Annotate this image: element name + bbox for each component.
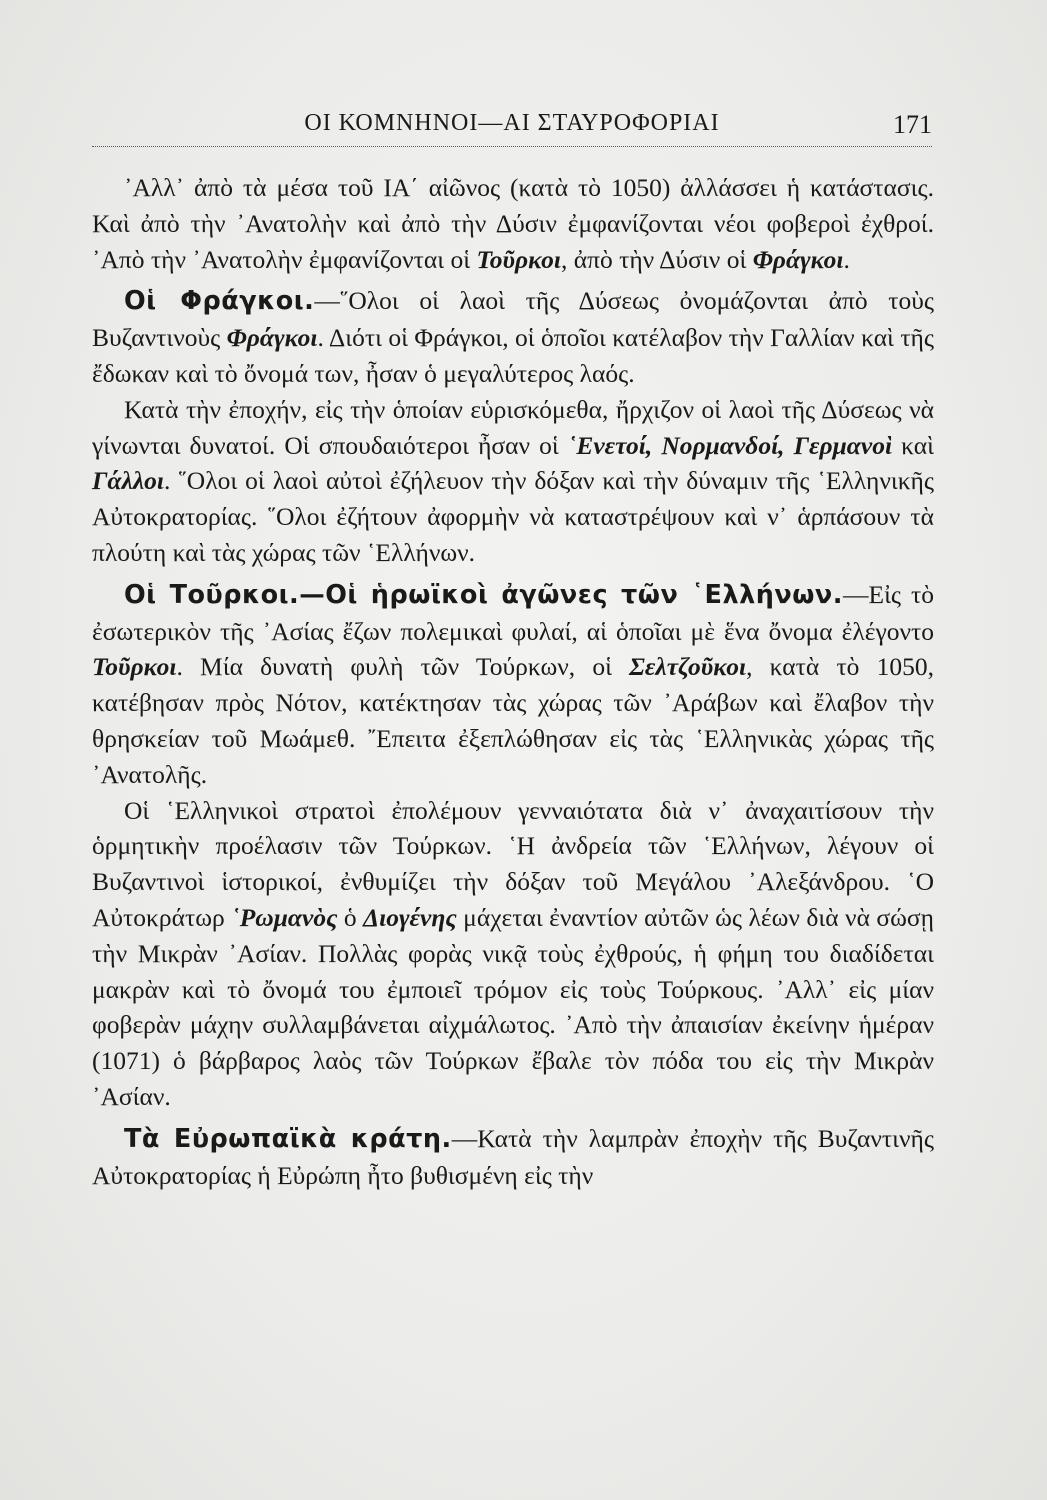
name-turks: Τοῦρκοι xyxy=(476,244,561,274)
name-western-peoples: ῾Ενετοί, Νορμανδοί, Γερμανοὶ xyxy=(567,430,893,460)
paragraph-european-states xyxy=(92,1121,934,1194)
name-gauls: Γάλλοι xyxy=(92,466,164,496)
text-run: ᾿Αλλ᾿ ἀπὸ τὰ μέσα τοῦ ΙΑ΄ αἰῶνος (κατὰ τὸ 1050) ἀλλάσσει ἡ κατάστασις. Καὶ ἀπὸ τὴν ᾿Ανατολὴν καὶ ἀπὸ τὴν Δύσιν ἐμφανίζονται νέοι φοβεροὶ ἐχθροί. ᾿Απὸ τὴν ᾿Ανατολὴν ἐμφανίζονται οἱ xyxy=(92,173,934,274)
section-heading-franks: Οἱ Φράγκοι. xyxy=(124,286,315,317)
text-run: καὶ xyxy=(892,430,934,460)
text-run: , ἀπὸ τὴν Δύσιν οἱ xyxy=(560,244,753,274)
paragraph-intro xyxy=(92,170,934,277)
text-run: —῞Ολοι οἱ λαοὶ τῆς Δύσεως ὀνομάζονται ἀπὸ τοὺς Βυζαντινοὺς xyxy=(92,286,934,353)
text-run: μάχεται ἐναντίον αὐτῶν ὡς λέων διὰ νὰ σώσῃ τὴν Μικρὰν ᾿Ασίαν. Πολλὰς φορὰς νικᾷ τοὺς ἐχθρούς, ἡ φήμη του διαδίδεται μακρὰν καὶ τὸ ὄνομά του ἐμποιεῖ τρόμον εἰς τοὺς Τούρκους. ᾿Αλλ᾿ εἰς μίαν φοβερὰν μάχην συλλαμβάνεται αἰχμάλωτος. ᾿Απὸ τὴν ἀπαισίαν ἐκείνην ἡμέραν (1071) ὁ βάρβαρος λαὸς τῶν Τούρκων ἔβαλε τὸν πόδα του εἰς τὴν Μικρὰν ᾿Ασίαν. xyxy=(92,902,935,1111)
name-turks: Τοῦρκοι xyxy=(92,652,177,682)
text-run: Κατὰ τὴν ἐποχήν, εἰς τὴν ὁποίαν εὑρισκόμεθα, ἤρχιζον οἱ λαοὶ τῆς Δύσεως νὰ γίνωνται δυνατοί. Οἱ σπουδαιότεροι ἦσαν οἱ xyxy=(92,394,934,460)
text-run: —Κατὰ τὴν λαμπρὰν ἐποχὴν τῆς Βυζαντινῆς Αὐτοκρατορίας ἡ Εὐρώπη ἦτο βυθισμένη εἰς τὴν xyxy=(92,1123,934,1190)
paragraph-franks xyxy=(92,283,934,391)
text-run: —Εἰς τὸ ἐσωτερικὸν τῆς ᾿Ασίας ἔζων πολεμικαὶ φυλαί, αἱ ὁποῖαι μὲ ἕνα ὄνομα ἐλέγοντο xyxy=(92,579,934,646)
text-run: ὁ xyxy=(337,902,364,932)
name-franks: Φράγκοι xyxy=(752,244,844,274)
section-heading-european-states: Τὰ Εὐρωπαϊκὰ κράτη. xyxy=(124,1123,452,1154)
paragraph-greek-armies xyxy=(92,793,934,1115)
text-run: . Μία δυνατὴ φυλὴ τῶν Τούρκων, οἱ xyxy=(176,652,630,682)
text-run: . Διότι οἱ Φράγκοι, οἱ ὁποῖοι κατέλαβον τὴν Γαλλίαν καὶ τῆς ἔδωκαν καὶ τὸ ὄνομά των, ἦσαν ὁ μεγαλύτερος λαός. xyxy=(92,323,934,388)
name-romanos: ῾Ρωμανὸς xyxy=(231,902,338,932)
paragraph-turks xyxy=(92,577,934,793)
name-franks: Φράγκοι xyxy=(226,323,318,353)
section-heading-turks: Οἱ Τοῦρκοι.—Οἱ ἡρωϊκοὶ ἀγῶνες τῶν ῾Ελλήνων. xyxy=(124,579,843,610)
name-diogenes: Διογένης xyxy=(363,902,457,932)
page-header xyxy=(92,106,932,147)
page-number: 171 xyxy=(893,110,932,139)
paragraph-western-peoples xyxy=(92,392,934,571)
text-run: . ῞Ολοι οἱ λαοὶ αὐτοὶ ἐζήλευον τὴν δόξαν καὶ τὴν δύναμιν τῆς ῾Ελληνικῆς Αὐτοκρατορίας. ῞Ολοι ἐζήτουν ἀφορμὴν νὰ καταστρέψουν καὶ ν᾿ ἁρπάσουν τὰ πλούτη καὶ τὰς χώρας τῶν ῾Ελλήνων. xyxy=(92,466,934,567)
running-head: ΟΙ ΚΟΜΝΗΝΟΙ—ΑΙ ΣΤΑΥΡΟΦΟΡΙΑΙ xyxy=(304,110,720,136)
name-seljuks: Σελτζοῦκοι xyxy=(629,652,747,682)
text-run: Οἱ ῾Ελληνικοὶ στρατοὶ ἐπολέμουν γενναιότατα διὰ ν᾿ ἀναχαιτίσουν τὴν ὁρμητικὴν προέλασιν τῶν Τούρκων. ῾Η ἀνδρεία τῶν ῾Ελλήνων, λέγουν οἱ Βυζαντινοὶ ἱστορικοί, ἐνθυμίζει τὴν δόξαν τοῦ Μεγάλου ᾿Αλεξάνδρου. ῾Ο Αὐτοκράτωρ xyxy=(92,795,934,932)
text-run: , κατὰ τὸ 1050, κατέβησαν πρὸς Νότον, κατέκτησαν τὰς χώρας τῶν ᾿Αράβων καὶ ἔλαβον τὴν θρησκείαν τοῦ Μωάμεθ. ῎Επειτα ἐξεπλώθησαν εἰς τὰς ῾Ελληνικὰς χώρας τῆς ᾿Ανατολῆς. xyxy=(92,652,934,789)
body-text xyxy=(92,170,934,1193)
text-run: . xyxy=(843,244,850,274)
